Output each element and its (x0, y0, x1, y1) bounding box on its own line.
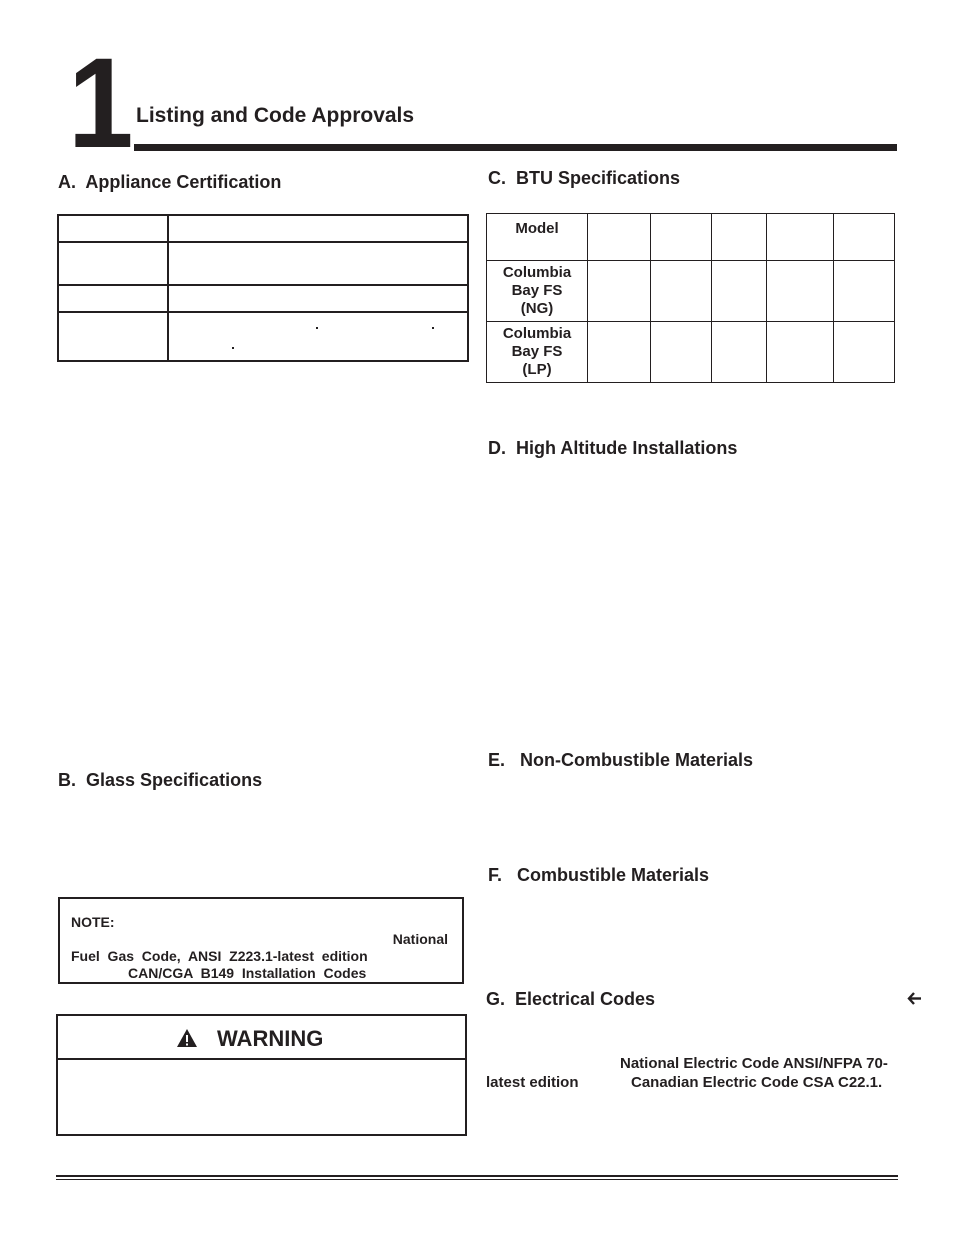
btu-cell (651, 214, 712, 261)
btu-model-line: Bay FS (511, 343, 563, 360)
section-f-heading: F. Combustible Materials (488, 865, 710, 885)
btu-model-line: Bay FS (511, 282, 563, 299)
cert-cell (168, 242, 468, 285)
btu-table (486, 213, 895, 383)
note-box (58, 897, 464, 984)
btu-model-line: (LP) (522, 361, 552, 378)
btu-cell (588, 261, 651, 322)
chapter-rule (134, 144, 897, 151)
btu-model-line: (NG) (520, 300, 554, 317)
btu-model-ng (487, 261, 588, 322)
btu-model-line: Columbia (502, 325, 572, 342)
cert-cell (58, 215, 168, 242)
btu-cell (767, 214, 834, 261)
note-code-can: CAN/CGA B149 Installation Codes (128, 965, 367, 981)
arrow-left-icon (907, 992, 922, 1005)
cert-cell (168, 285, 468, 312)
cert-cell (168, 215, 468, 242)
section-b-heading: B. Glass Specifications (58, 770, 263, 790)
btu-cell (712, 261, 767, 322)
warning-triangle-icon (176, 1028, 198, 1048)
section-c-heading: C. BTU Specifications (488, 168, 681, 188)
cert-cell (58, 312, 168, 361)
btu-header-model: Model (487, 214, 588, 261)
warning-title: WARNING (217, 1026, 324, 1051)
footer-rule-thin (56, 1179, 898, 1180)
btu-model-lp (487, 322, 588, 383)
cert-cell (168, 312, 468, 361)
note-label: NOTE: (71, 914, 115, 930)
warning-box (56, 1014, 467, 1136)
cert-cell (58, 242, 168, 285)
certification-table (57, 214, 469, 362)
btu-cell (834, 261, 895, 322)
btu-cell (767, 322, 834, 383)
note-code-national: National (392, 931, 448, 947)
btu-cell (588, 322, 651, 383)
electrical-code-cec: Canadian Electric Code CSA C22.1. (631, 1074, 883, 1091)
footer-rule (56, 1175, 898, 1177)
electrical-code-nec: National Electric Code ANSI/NFPA 70- (620, 1055, 888, 1072)
electrical-code-latest: latest edition (486, 1074, 579, 1091)
section-a-heading: A. Appliance Certification (58, 172, 282, 192)
btu-cell (712, 322, 767, 383)
btu-cell (651, 322, 712, 383)
btu-cell (767, 261, 834, 322)
cert-cell (58, 285, 168, 312)
btu-model-line: Columbia (502, 264, 572, 281)
note-code-ansi: Fuel Gas Code, ANSI Z223.1-latest edition (71, 948, 368, 964)
section-e-heading: E. Non-Combustible Materials (488, 750, 754, 770)
warning-header (58, 1016, 465, 1060)
btu-cell (834, 322, 895, 383)
section-g-heading: G. Electrical Codes (486, 989, 656, 1009)
chapter-title: Listing and Code Approvals (136, 104, 415, 127)
section-d-heading: D. High Altitude Installations (488, 438, 738, 458)
btu-cell (834, 214, 895, 261)
btu-cell (588, 214, 651, 261)
btu-cell (712, 214, 767, 261)
chapter-number: 1 (68, 32, 130, 175)
btu-cell (651, 261, 712, 322)
